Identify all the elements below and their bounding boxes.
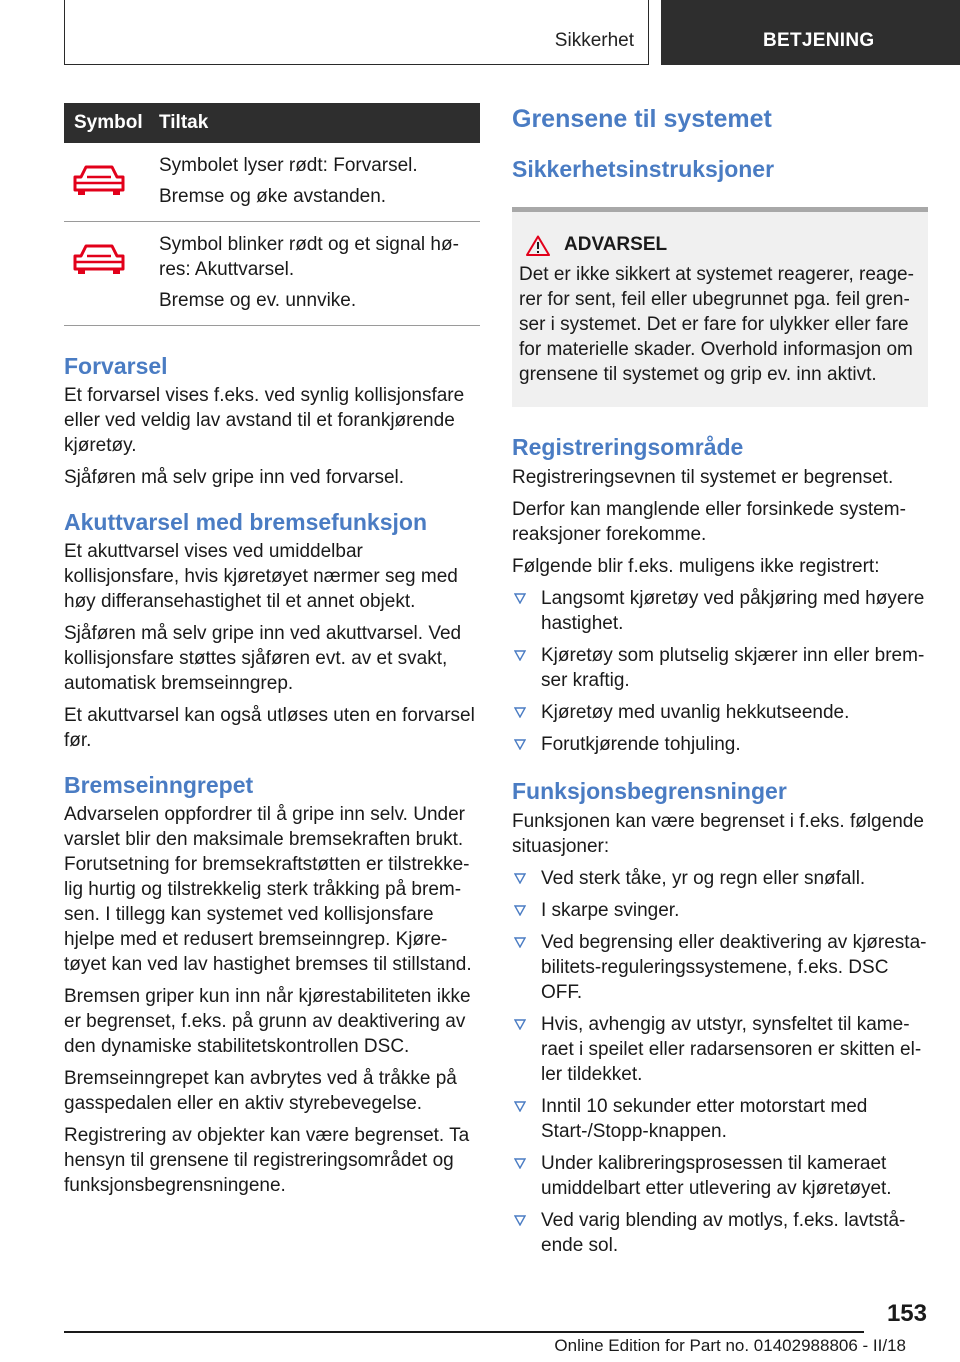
- triangle-down-icon: [514, 739, 526, 750]
- table-action-line: Symbolet lyser rødt: Forvarsel.: [159, 155, 418, 176]
- akuttvarsel-heading: Akuttvarsel med bremsefunksjon: [64, 509, 428, 535]
- table-header-symbol: Symbol: [64, 103, 149, 143]
- header-section-label: Sikkerhet: [554, 30, 634, 51]
- footer-divider: [64, 1331, 864, 1333]
- table-row: [64, 222, 480, 326]
- list-item: Ved varig blending av motlys, f.eks. lavtstående sol.: [512, 1208, 928, 1258]
- triangle-down-icon: [514, 905, 526, 916]
- right-column: [512, 103, 928, 1265]
- bremseinngrep-heading: Bremseinngrepet: [64, 772, 254, 798]
- table-action-line: Bremse og ev. unnvike.: [159, 290, 357, 311]
- triangle-down-icon: [514, 650, 526, 661]
- car-warning-icon: [72, 163, 126, 197]
- triangle-down-icon: [514, 937, 526, 948]
- akuttvarsel-paragraph: Et akuttvarsel vises ved umiddelbar kollisjonsfare, hvis kjøretøyet nærmer seg med høy differansehastighet til et annet objekt.: [64, 541, 458, 612]
- list-item: Under kalibreringsprosessen til kameraet umiddelbart etter utlevering av kjøretøyet.: [512, 1151, 928, 1201]
- table-cell-action: [149, 143, 480, 222]
- warning-header: [526, 234, 921, 256]
- page-title: Grensene til systemet: [512, 105, 772, 133]
- triangle-down-icon: [514, 873, 526, 884]
- car-warning-icon: [72, 242, 126, 276]
- funksjon-heading: Funksjonsbegrensninger: [512, 778, 787, 804]
- akuttvarsel-paragraph: Et akuttvarsel kan også utløses uten en forvarsel før.: [64, 705, 475, 751]
- triangle-down-icon: [514, 1101, 526, 1112]
- funksjon-list: [512, 866, 928, 1258]
- funksjon-paragraph: Funksjonen kan være begrenset i f.eks. følgende situasjoner:: [512, 811, 924, 857]
- triangle-down-icon: [514, 707, 526, 718]
- registrering-paragraph: Registreringsevnen til systemet er begrenset.: [512, 467, 894, 488]
- left-column: [64, 103, 480, 1205]
- registrering-heading: Registreringsområde: [512, 434, 744, 460]
- forvarsel-heading: Forvarsel: [64, 353, 168, 379]
- list-item: Langsomt kjøretøy ved påkjøring med høyere hastighet.: [512, 586, 928, 636]
- triangle-down-icon: [514, 1019, 526, 1030]
- list-item: I skarpe svinger.: [512, 898, 928, 923]
- akuttvarsel-paragraph: Sjåføren må selv gripe inn ved akuttvarsel. Ved kollisjonsfare støttes sjåføren evt. av et svakt, automatisk bremseinngrep.: [64, 623, 462, 694]
- symbol-table: [64, 103, 480, 326]
- list-item: Forutkjørende tohjuling.: [512, 732, 928, 757]
- warning-triangle-icon: [526, 235, 550, 256]
- warning-box: [512, 207, 928, 407]
- table-action-line: Symbol blinker rødt og et signal høres: Akuttvarsel.: [159, 234, 459, 280]
- list-item: Kjøretøy som plutselig skjærer inn eller bremser kraftig.: [512, 643, 928, 693]
- table-cell-icon: [64, 143, 149, 222]
- warning-title: ADVARSEL: [564, 234, 668, 255]
- list-item: Ved begrensing eller deaktivering av kjørestabilitets-reguleringssystemene, f.eks. DSC OFF.: [512, 930, 928, 1005]
- table-row: [64, 143, 480, 222]
- warning-text: Det er ikke sikkert at systemet reagerer, reagerer for sent, feil eller ubegrunnet pga. feil grenser i systemet. Det er fare for ulykker eller fare for materielle skader. Overhold informasjon om grensene til systemet og grip ev. inn aktivt.: [519, 264, 914, 385]
- list-item: Ved sterk tåke, yr og regn eller snøfall.: [512, 866, 928, 891]
- table-header-action: Tiltak: [149, 103, 480, 143]
- registrering-list: [512, 586, 928, 757]
- list-item: Inntil 10 sekunder etter motorstart med Start-/Stopp-knappen.: [512, 1094, 928, 1144]
- triangle-down-icon: [514, 1215, 526, 1226]
- table-cell-icon: [64, 222, 149, 326]
- bremseinngrep-paragraph: Bremseinngrepet kan avbrytes ved å tråkke på gasspedalen eller en aktiv styrebevegelse.: [64, 1068, 457, 1114]
- forvarsel-paragraph: Et forvarsel vises f.eks. ved synlig kollisjonsfare eller ved veldig lav avstand til et forankjørende kjøretøy.: [64, 385, 465, 456]
- table-action-line: Bremse og øke avstanden.: [159, 186, 387, 207]
- header-section-tab: [64, 0, 649, 65]
- list-item: Kjøretøy med uvanlig hekkutseende.: [512, 700, 928, 725]
- bremseinngrep-paragraph: Advarselen oppfordrer til å gripe inn selv. Under varslet blir den maksimale bremsekraften brukt. Forutsetning for bremsekraftstøtten er tilstrekkelig hurtig og tilstrekkelig sterk tråkking på bremsen. I tillegg kan systemet ved kollisjonsfare hjelpe med et redusert bremseinngrep. Kjøretøyet kan ved lav hastighet bremses til stillstand.: [64, 804, 472, 975]
- header-chapter-tab: [661, 0, 960, 65]
- bremseinngrep-paragraph: Bremsen griper kun inn når kjørestabiliteten ikke er begrenset, f.eks. på grunn av deaktivering av den dynamiske stabilitetskontrollen DSC.: [64, 986, 471, 1057]
- triangle-down-icon: [514, 1158, 526, 1169]
- bremseinngrep-paragraph: Registrering av objekter kan være begrenset. Ta hensyn til grensene til registreringsområdet og funksjonsbegrensningene.: [64, 1125, 470, 1196]
- triangle-down-icon: [514, 593, 526, 604]
- table-cell-action: [149, 222, 480, 326]
- forvarsel-paragraph: Sjåføren må selv gripe inn ved forvarsel.: [64, 467, 405, 488]
- list-item: Hvis, avhengig av utstyr, synsfeltet til kameraet i speilet eller radarsensoren er skitten eller tildekket.: [512, 1012, 928, 1087]
- page-number: 153: [886, 1300, 927, 1327]
- registrering-paragraph: Derfor kan manglende eller forsinkede systemreaksjoner forekomme.: [512, 499, 906, 545]
- registrering-paragraph: Følgende blir f.eks. muligens ikke registrert:: [512, 556, 880, 577]
- safety-heading: Sikkerhetsinstruksjoner: [512, 156, 775, 182]
- footer-edition: Online Edition for Part no. 01402988806 - II/18: [554, 1336, 906, 1355]
- header-chapter-label: BETJENING: [763, 30, 875, 51]
